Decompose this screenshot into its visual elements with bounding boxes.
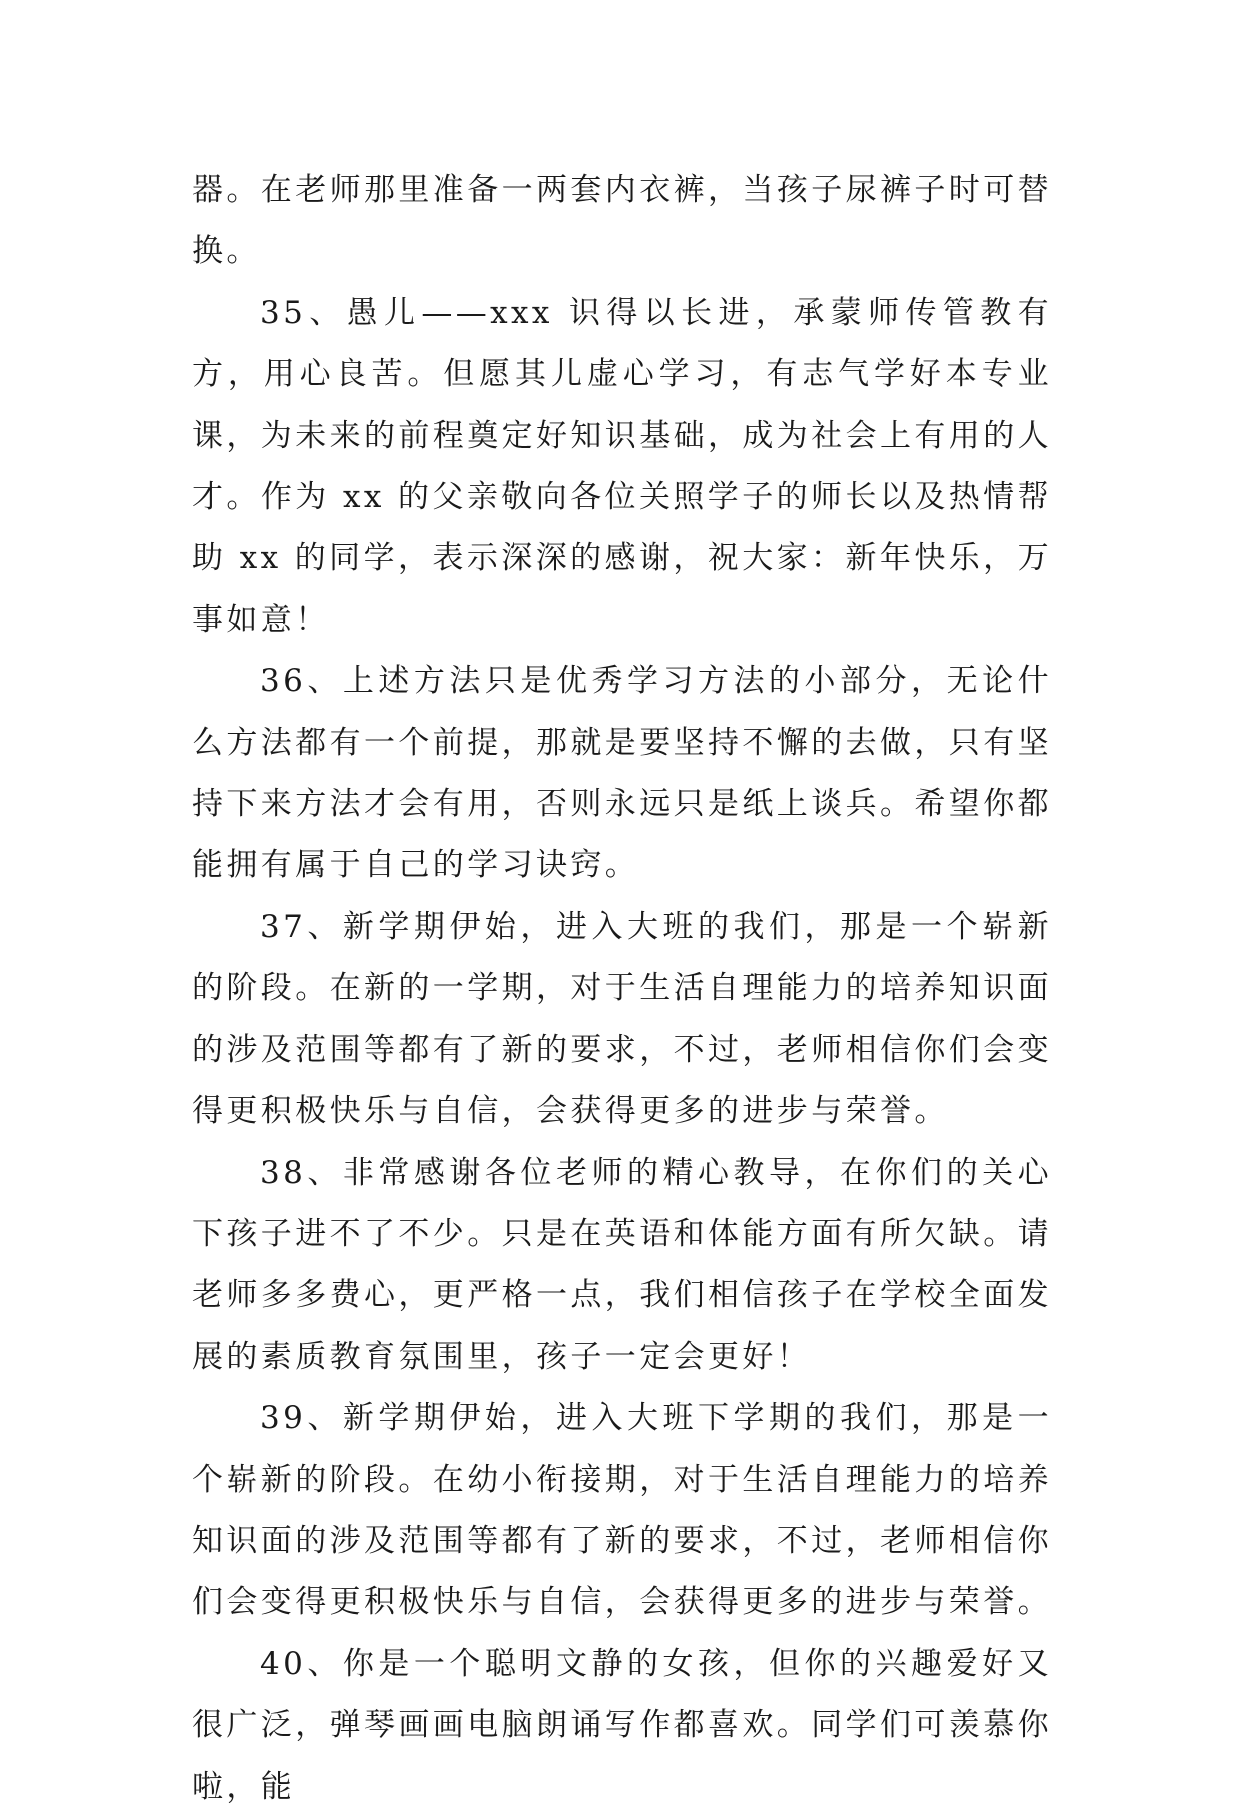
paragraph-40: 40、你是一个聪明文静的女孩，但你的兴趣爱好又很广泛，弹琴画画电脑朗诵写作都喜欢。同学们可羡慕你啦，能 — [192, 1645, 1052, 1805]
paragraph-36: 36、上述方法只是优秀学习方法的小部分，无论什么方法都有一个前提，那就是要坚持不懈的去做，只有坚持下来方法才会有用，否则永远只是纸上谈兵。希望你都能拥有属于自己的学习诀窍。 — [192, 663, 1052, 884]
paragraph-38: 38、非常感谢各位老师的精心教导，在你们的关心下孩子进不了不少。只是在英语和体能方面有所欠缺。请老师多多费心，更严格一点，我们相信孩子在学校全面发展的素质教育氛围里，孩子一定会更好！ — [192, 1154, 1052, 1375]
body-text — [192, 160, 1052, 1818]
paragraph-39: 39、新学期伊始，进入大班下学期的我们，那是一个崭新的阶段。在幼小衔接期，对于生活自理能力的培养知识面的涉及范围等都有了新的要求，不过，老师相信你们会变得更积极快乐与自信，会获得更多的进步与荣誉。 — [192, 1400, 1052, 1621]
paragraph-34-continuation: 器。在老师那里准备一两套内衣裤，当孩子尿裤子时可替换。 — [192, 172, 1052, 270]
paragraph-37: 37、新学期伊始，进入大班的我们，那是一个崭新的阶段。在新的一学期，对于生活自理能力的培养知识面的涉及范围等都有了新的要求，不过，老师相信你们会变得更积极快乐与自信，会获得更多的进步与荣誉。 — [192, 908, 1052, 1130]
paragraph-35: 35、愚儿——xxx 识得以长进，承蒙师传管教有方，用心良苦。但愿其儿虚心学习，有志气学好本专业课，为未来的前程奠定好知识基础，成为社会上有用的人才。作为 xx 的父亲敬向各位关照学子的师长以及热情帮助 xx 的同学，表示深深的感谢，祝大家：新年快乐，万事如意！ — [192, 294, 1052, 638]
